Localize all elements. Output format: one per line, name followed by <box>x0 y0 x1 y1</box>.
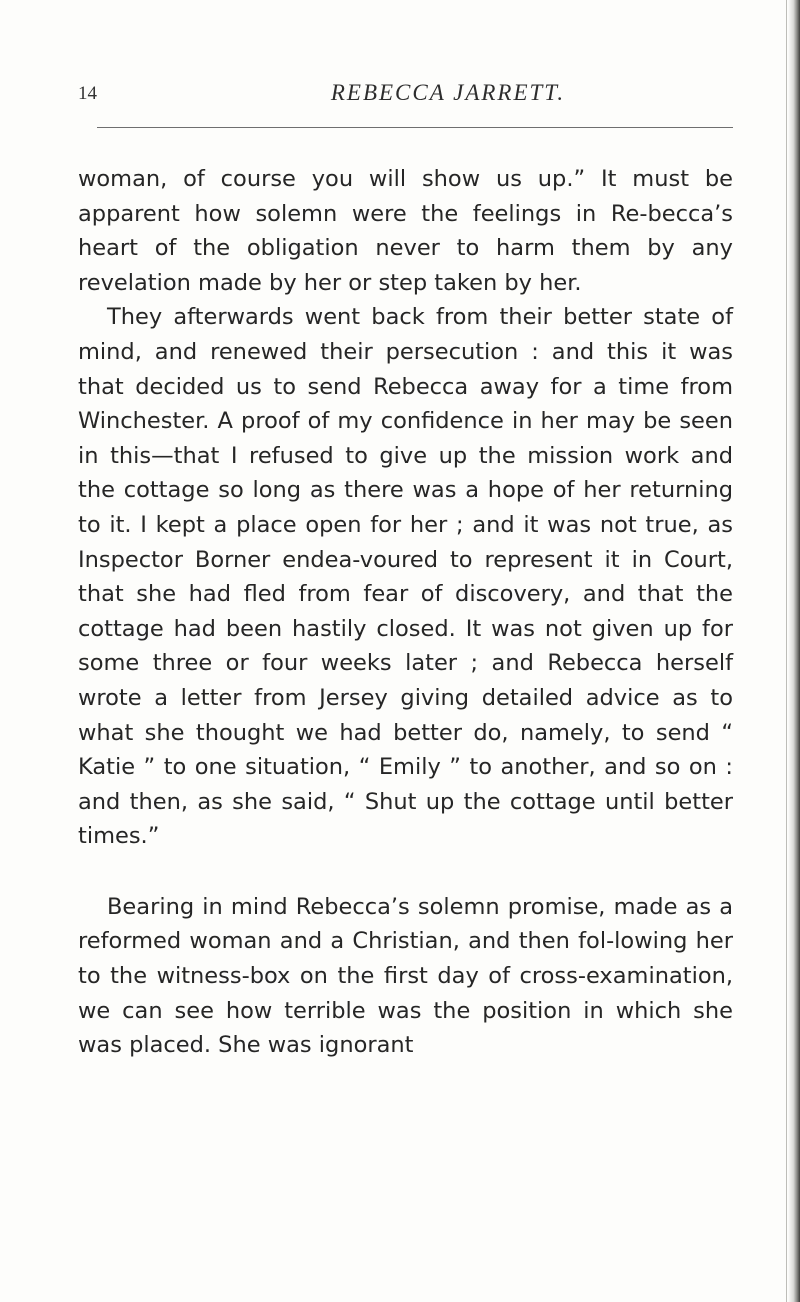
page-edge-shadow <box>788 0 800 1302</box>
header-rule <box>97 127 733 128</box>
page-number: 14 <box>78 83 97 104</box>
running-title: REBECCA JARRETT. <box>330 80 566 105</box>
paragraph-continued: woman, of course you will show us up.” It must be apparent how solemn were the feelings in Re-becca’s heart of the obligation never to harm them by any revelation made by her or step taken by her. <box>78 166 733 296</box>
page-header <box>78 78 738 110</box>
page-edge-line <box>786 0 787 1302</box>
paragraph: They afterwards went back from their better state of mind, and renewed their persecution : and this it was that decided us to send Rebecca away for a time from Winchester. A proof of my confidence in her may be seen in this—that I refused to give up the mission work and the cottage so long as there was a hope of her returning to it. I kept a place open for her ; and it was not true, as Inspector Borner endea-voured to represent it in Court, that she had fled from fear of discovery, and that the cottage had been hastily closed. It was not given up for some three or four weeks later ; and Rebecca herself wrote a letter from Jersey giving detailed advice as to what she thought we had better do, namely, to send “ Katie ” to one situation, “ Emily ” to another, and so on : and then, as she said, “ Shut up the cottage until better times.” <box>78 304 733 850</box>
body-text <box>78 162 733 1063</box>
paragraph: Bearing in mind Rebecca’s solemn promise, made as a reformed woman and a Christian, and then fol-lowing her to the witness-box on the first day of cross-examination, we can see how terrible was the position in which she was placed. She was ignorant <box>78 893 733 1059</box>
paragraph-spacer <box>78 854 733 890</box>
